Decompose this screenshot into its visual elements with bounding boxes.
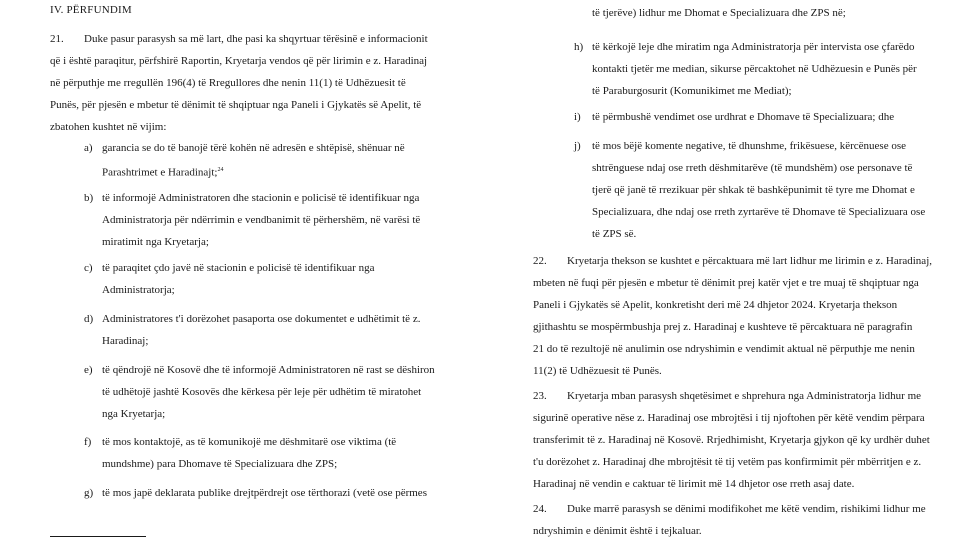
paragraph-line: t'u dorëzohet z. Haradinaj dhe mbrojtësit të tij vetëm pas konfirmimit për mbërritjen e z. xyxy=(533,456,922,468)
list-label: e) xyxy=(84,364,93,376)
list-label: h) xyxy=(574,41,584,53)
list-line: miratimit nga Kryetarja; xyxy=(102,236,209,248)
paragraph-line: në përputhje me rregullën 196(4) të Rregullores dhe nenin 11(1) të Udhëzuesit të xyxy=(50,77,406,89)
list-label: g) xyxy=(84,487,94,499)
list-label: f) xyxy=(84,436,92,448)
paragraph-number: 21. xyxy=(50,33,64,45)
list-line: Administratorja për ndërrimin e vendbanimit të përhershëm, në varësi të xyxy=(102,214,421,226)
footnote-divider xyxy=(50,536,146,537)
list-line: të mos bëjë komente negative, të dhunshme, frikësuese, kërcënuese ose xyxy=(592,140,906,152)
list-line: kontakti tjetër me median, sikurse përcaktohet në Udhëzuesin e Punës për xyxy=(592,63,917,75)
paragraph-number: 24. xyxy=(533,503,547,515)
list-line: të paraqitet çdo javë në stacionin e policisë të identifikuar nga xyxy=(102,262,375,274)
list-label: c) xyxy=(84,262,93,274)
list-line: tjerë që janë të rrezikuar për shkak të bashkëpunimit të tyre me Dhomat e xyxy=(592,184,915,196)
paragraph-line: mbeten në fuqi për pjesën e mbetur të dënimit prej katër vjet e tre muaj të shqiptuar nga xyxy=(533,277,919,289)
list-line: shtrënguese ndaj ose rreth dëshmitarëve (të mundshëm) ose personave të xyxy=(592,162,913,174)
list-line: mundshme) para Dhomave të Specializuara dhe ZPS; xyxy=(102,458,338,470)
list-line: Haradinaj; xyxy=(102,335,149,347)
list-line: të informojë Administratoren dhe stacionin e policisë të identifikuar nga xyxy=(102,192,420,204)
paragraph-23 xyxy=(533,385,933,495)
paragraph-line: 22. Kryetarja thekson se kushtet e përcaktuara më lart lidhur me lirimin e z. Haradinaj, xyxy=(533,250,933,272)
paragraph-line: 21 do të rezultojë në anulimin ose ndryshimin e vendimit aktual në përputhje me nenin xyxy=(533,343,915,355)
paragraph-line: Punës, për pjesën e mbetur të dënimit të shqiptuar nga Paneli i Gjykatës së Apelit, të xyxy=(50,99,422,111)
paragraph-22 xyxy=(533,250,933,382)
paragraph-line: 24. Duke marrë parasysh se dënimi modifikohet me këtë vendim, rishikimi lidhur me xyxy=(533,498,933,520)
paragraph-line: gjithashtu se mospërmbushja prej z. Haradinaj e kushteve të përcaktuara në paragrafin xyxy=(533,321,913,333)
paragraph-number: 23. xyxy=(533,390,547,402)
list-label: b) xyxy=(84,192,94,204)
paragraph-line: Haradinaj në vendin e caktuar të lirimit më 14 dhjetor ose rreth asaj date. xyxy=(533,478,855,490)
paragraph-line: zbatohen kushtet në vijim: xyxy=(50,121,167,133)
list-line: të udhëtojë jashtë Kosovës dhe kërkesa për leje për udhëtim të miratohet xyxy=(102,386,422,398)
paragraph-line: 11(2) të Udhëzuesit të Punës. xyxy=(533,365,662,377)
list-line: të përmbushë vendimet ose urdhrat e Dhomave të Specializuara; dhe xyxy=(592,111,895,123)
paragraph-line: transferimit të z. Haradinaj në Kosovë. Rrjedhimisht, Kryetarja gjykon që ky urdhër duhet xyxy=(533,434,930,446)
paragraph-line: Paneli i Gjykatës së Apelit, konkretisht deri më 24 dhjetor 2024. Kryetarja thekson xyxy=(533,299,898,311)
list-line: nga Kryetarja; xyxy=(102,408,166,420)
paragraph-21 xyxy=(50,28,438,138)
paragraph-number: 22. xyxy=(533,255,547,267)
paragraph-line: 23. Kryetarja mban parasysh shqetësimet e shprehura nga Administratorja lidhur me xyxy=(533,385,933,407)
paragraph-line: ndryshimin e dënimit është i tejkaluar. xyxy=(533,525,702,537)
list-line: të mos japë deklarata publike drejtpërdrejt ose tërthorazi (vetë ose përmes xyxy=(102,487,427,499)
list-line: të mos kontaktojë, as të komunikojë me dëshmitarë ose viktima (të xyxy=(102,436,397,448)
list-line: Administratorja; xyxy=(102,284,175,296)
list-line: të qëndrojë në Kosovë dhe të informojë Administratoren në rast se dëshiron xyxy=(102,364,435,376)
section-heading: IV. PËRFUNDIM xyxy=(50,4,132,16)
list-line: të tjerëve) lidhur me Dhomat e Specializuara dhe ZPS në; xyxy=(592,7,846,19)
list-label: j) xyxy=(574,140,581,152)
paragraph-line: që i është paraqitur, përfshirë Raportin, Kryetarja vendos që për lirimin e z. Haradinaj xyxy=(50,55,428,67)
paragraph-line: 21. Duke pasur parasysh sa më lart, dhe pasi ka shqyrtuar tërësinë e informacionit xyxy=(50,28,438,50)
list-line: Parashtrimet e Haradinajt;$^{24}$ xyxy=(102,166,224,179)
list-line: Administratores t'i dorëzohet pasaporta ose dokumentet e udhëtimit të z. xyxy=(102,313,421,325)
paragraph-line: sigurinë operative nëse z. Haradinaj ose mbrojtësi i tij njoftohen për këtë vendim përpara xyxy=(533,412,925,424)
list-line: garancia se do të banojë tërë kohën në adresën e shtëpisë, shënuar në xyxy=(102,142,405,154)
paragraph-24 xyxy=(533,498,933,542)
list-label: d) xyxy=(84,313,94,325)
list-label: i) xyxy=(574,111,581,123)
list-line: Specializuara, dhe ndaj ose rreth zyrtarëve të Dhomave të Specializuara ose xyxy=(592,206,926,218)
footnote-ref[interactable]: 24 xyxy=(217,167,224,173)
list-line: të ZPS së. xyxy=(592,228,637,240)
list-line: të kërkojë leje dhe miratim nga Administratorja për intervista ose çfarëdo xyxy=(592,41,915,53)
list-label: a) xyxy=(84,142,93,154)
list-line: të Paraburgosurit (Komunikimet me Mediat); xyxy=(592,85,792,97)
